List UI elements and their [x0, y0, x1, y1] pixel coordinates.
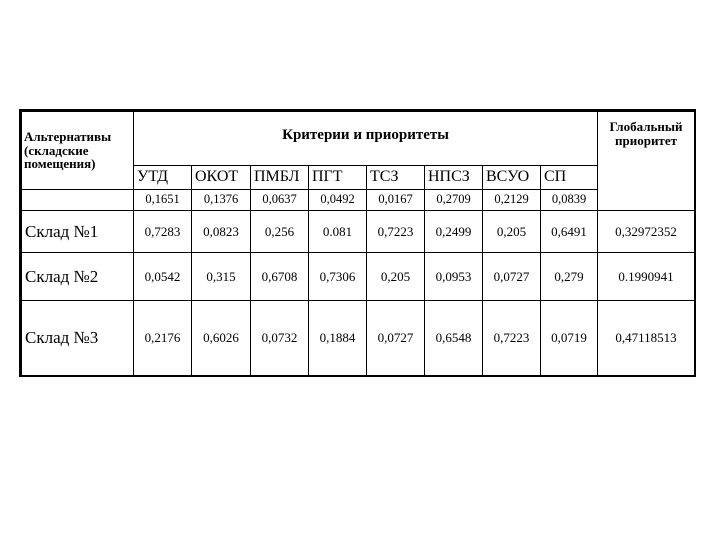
table-row — [22, 301, 695, 376]
criterion-priority: 0,1651 — [134, 190, 192, 211]
table-cell: 0,7223 — [483, 301, 541, 376]
criterion-priority: 0,2709 — [425, 190, 483, 211]
table-cell: 0,2499 — [425, 211, 483, 253]
table-cell: 0,1884 — [309, 301, 367, 376]
criterion-priority: 0,0167 — [367, 190, 425, 211]
table-cell: 0,279 — [541, 253, 598, 301]
criterion-priority: 0,0492 — [309, 190, 367, 211]
criterion-priority: 0,0637 — [251, 190, 309, 211]
table-cell: 0,0727 — [483, 253, 541, 301]
table-row — [22, 211, 695, 253]
global-priority-value: 0.1990941 — [598, 253, 695, 301]
criterion-name: СП — [541, 166, 598, 190]
table-cell: 0,6708 — [251, 253, 309, 301]
table-cell: 0,256 — [251, 211, 309, 253]
priorities-label-cell — [22, 190, 134, 211]
table-cell: 0,0727 — [367, 301, 425, 376]
table-cell: 0,205 — [483, 211, 541, 253]
criterion-name: ОКОТ — [192, 166, 251, 190]
criterion-priority: 0,2129 — [483, 190, 541, 211]
criterion-priority: 0,1376 — [192, 190, 251, 211]
alternatives-header: Альтернативы (складские помещения) — [22, 112, 134, 190]
criteria-title: Критерии и приоритеты — [134, 112, 598, 166]
table-cell: 0,6548 — [425, 301, 483, 376]
table-cell: 0,0732 — [251, 301, 309, 376]
global-priority-value: 0,47118513 — [598, 301, 695, 376]
header-row — [22, 112, 695, 166]
table-cell: 0,0719 — [541, 301, 598, 376]
criterion-name: ВСУО — [483, 166, 541, 190]
table-cell: 0,0953 — [425, 253, 483, 301]
global-priority-header: Глобальный приоритет — [598, 112, 695, 211]
priorities-row — [22, 190, 695, 211]
row-label: Склад №2 — [22, 253, 134, 301]
row-label: Склад №3 — [22, 301, 134, 376]
criterion-name: НПСЗ — [425, 166, 483, 190]
table-cell: 0,7306 — [309, 253, 367, 301]
criterion-name: ПМБЛ — [251, 166, 309, 190]
priority-table — [21, 111, 695, 376]
criterion-name: ТСЗ — [367, 166, 425, 190]
table-cell: 0,2176 — [134, 301, 192, 376]
table-cell: 0,7283 — [134, 211, 192, 253]
table-cell: 0,0542 — [134, 253, 192, 301]
global-priority-value: 0,32972352 — [598, 211, 695, 253]
table-row — [22, 253, 695, 301]
table-cell: 0,315 — [192, 253, 251, 301]
criterion-priority: 0,0839 — [541, 190, 598, 211]
table-cell: 0,6491 — [541, 211, 598, 253]
table-cell: 0,205 — [367, 253, 425, 301]
table-cell: 0,6026 — [192, 301, 251, 376]
criterion-name: УТД — [134, 166, 192, 190]
table-cell: 0.081 — [309, 211, 367, 253]
table-cell: 0,7223 — [367, 211, 425, 253]
criterion-name: ПГТ — [309, 166, 367, 190]
table-cell: 0,0823 — [192, 211, 251, 253]
row-label: Склад №1 — [22, 211, 134, 253]
